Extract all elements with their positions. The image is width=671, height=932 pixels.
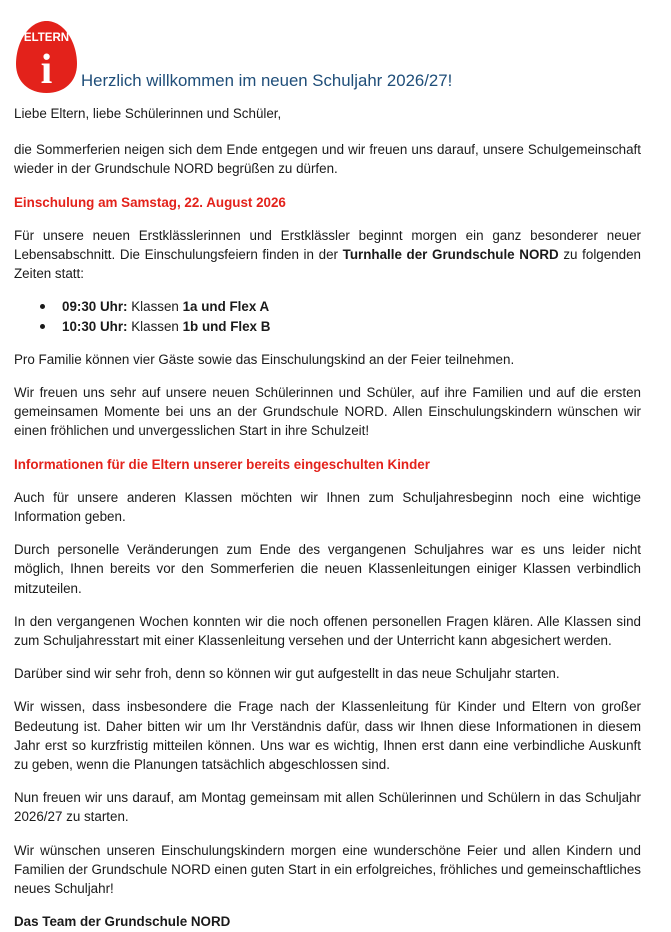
section-heading-einschulung: Einschulung am Samstag, 22. August 2026 — [14, 194, 286, 210]
letter-body — [14, 104, 641, 932]
intro-paragraph: die Sommerferien neigen sich dem Ende entgegen und wir freuen uns darauf, unsere Schulgemeinschaft wieder in der Grundschule NORD begrüßen zu dürfen. — [14, 142, 641, 177]
info-paragraph-1: Auch für unsere anderen Klassen möchten wir Ihnen zum Schuljahresbeginn noch eine wichtige Information geben. — [14, 489, 641, 525]
info-paragraph-2: Durch personelle Veränderungen zum Ende des vergangenen Schuljahres war es uns leider nicht möglich, Ihnen bereits vor den Sommerferien die neuen Klassenleitungen einiger Klassen verbindlich mitzuteilen. — [14, 542, 641, 596]
guests-paragraph: Pro Familie können vier Gäste sowie das Einschulungskind an der Feier teilnehmen. — [14, 351, 515, 367]
page-title: Herzlich willkommen im neuen Schuljahr 2026/27! — [81, 71, 453, 90]
logo-text: ELTERN — [23, 32, 70, 44]
info-paragraph-7: Wir wünschen unseren Einschulungskindern morgen eine wunderschöne Feier und allen Kindern und Familien der Grundschule NORD einen guten Start in ein erfolgreiches, fröhliches und gemeinschaftliches neues Schuljahr! — [14, 842, 641, 897]
info-i-icon: i — [40, 47, 53, 93]
greeting: Liebe Eltern, liebe Schülerinnen und Schüler, — [14, 106, 282, 121]
welcome-paragraph: Wir freuen uns sehr auf unsere neuen Schülerinnen und Schüler, auf ihre Familien und auf die ersten gemeinsamen Momente bei uns an der Grundschule NORD. Allen Einschulungskindern wünschen wir einen fröhlichen und unvergesslichen Start in ihre Schulzeit! — [14, 385, 641, 439]
schedule-item: 09:30 Uhr: Klassen 1a und Flex A — [62, 297, 641, 316]
info-paragraph-5: Wir wissen, dass insbesondere die Frage nach der Klassenleitung für Kinder und Eltern von großer Bedeutung ist. Daher bitten wir um Ihr Verständnis dafür, dass wir Ihnen diese Informationen in diesem Jahr erst so kurzfristig mitteilen können. Uns war es wichtig, Ihnen erst dann eine verbindliche Auskunft zu geben, wenn die Planungen tatsächlich abgeschlossen sind. — [14, 699, 641, 773]
eltern-info-logo — [14, 20, 79, 94]
schedule-list — [14, 297, 641, 335]
schedule-item: 10:30 Uhr: Klassen 1b und Flex B — [62, 317, 641, 336]
signature: Das Team der Grundschule NORD — [14, 914, 231, 930]
section-heading-informationen: Informationen für die Eltern unserer bereits eingeschulten Kinder — [14, 456, 430, 472]
info-paragraph-6: Nun freuen wir uns darauf, am Montag gemeinsam mit allen Schülerinnen und Schülern in das Schuljahr 2026/27 zu starten. — [14, 790, 641, 825]
location-bold: Turnhalle der Grundschule NORD — [342, 247, 559, 263]
info-paragraph-4: Darüber sind wir sehr froh, denn so können wir gut aufgestellt in das neue Schuljahr starten. — [14, 666, 560, 682]
info-paragraph-3: In den vergangenen Wochen konnten wir die noch offenen personellen Fragen klären. Alle Klassen sind zum Schuljahresstart mit einer Klassenleitung versehen und der Unterricht kann abgesichert werden. — [14, 613, 641, 649]
einschulung-paragraph: Für unsere neuen Erstklässlerinnen und Erstklässler beginnt morgen ein ganz besonderer neuer Lebensabschnitt. Die Einschulungsfeiern finden in der Turnhalle der Grundschule NORD zu folgenden Zeiten statt: — [14, 227, 641, 282]
